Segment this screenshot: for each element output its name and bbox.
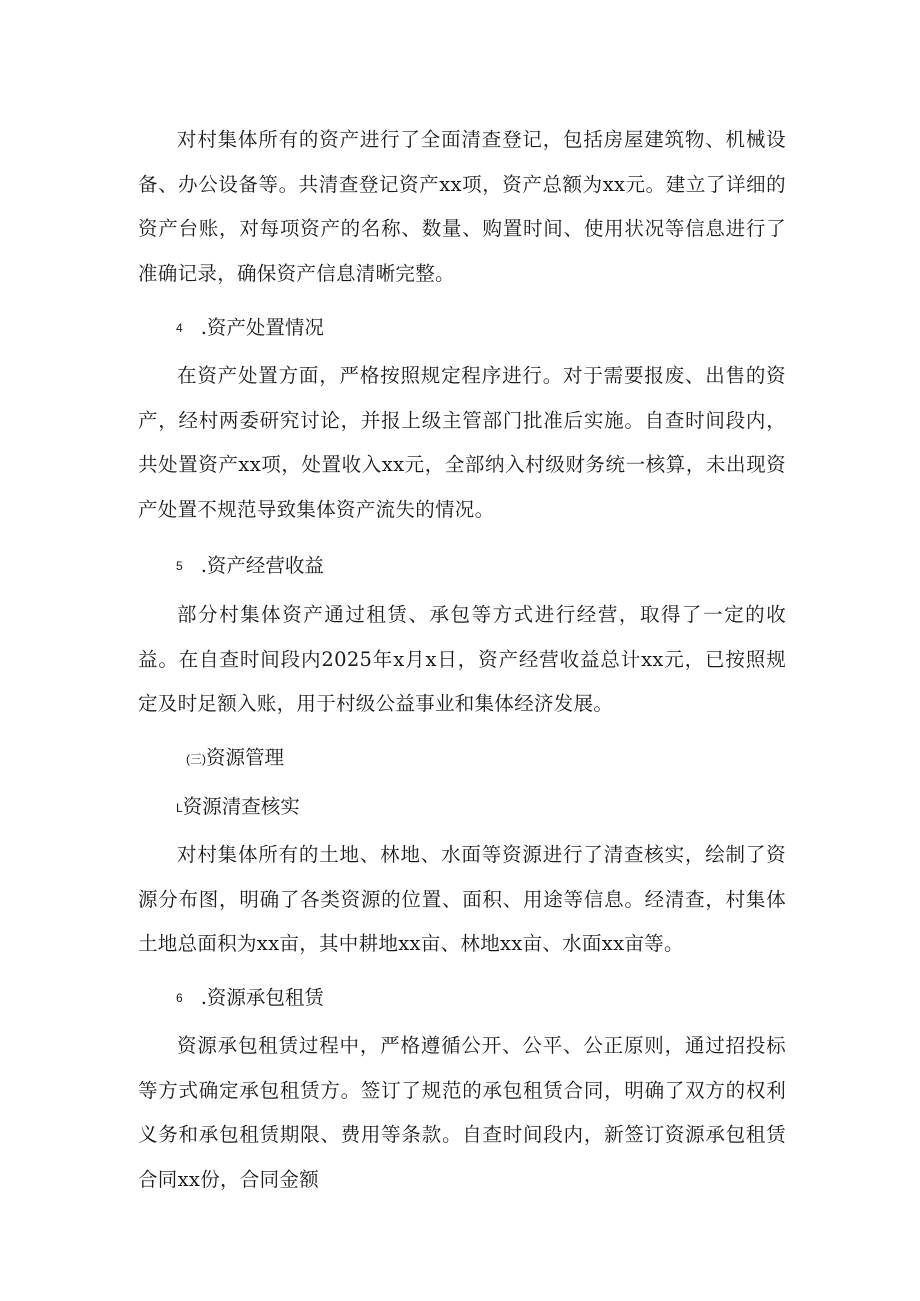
heading-number: 5	[176, 559, 183, 573]
heading-prefix: L	[176, 801, 183, 815]
heading-text: .资产处置情况	[200, 316, 324, 339]
heading-text: 资源管理	[206, 746, 285, 769]
paragraph-resource-leasing: 资源承包租赁过程中，严格遵循公开、公平、公正原则，通过招投标等方式确定承包租赁方。签订了规范的承包租赁合同，明确了双方的权利义务和承包租赁期限、费用等条款。自查时间段内，新签订资源承包租赁合同xx份，合同金额	[138, 1034, 786, 1192]
heading-resource-leasing	[176, 986, 324, 1010]
heading-text: .资产经营收益	[200, 554, 324, 577]
paragraph-asset-disposal: 在资产处置方面，严格按照规定程序进行。对于需要报废、出售的资产，经村两委研究讨论，并报上级主管部门批准后实施。自查时间段内，共处置资产xx项，处置收入xx元，全部纳入村级财务统一核算，未出现资产处置不规范导致集体资产流失的情况。	[138, 364, 786, 522]
heading-number: 4	[176, 321, 183, 335]
heading-text: .资源承包租赁	[200, 986, 324, 1009]
heading-prefix: (三)	[186, 752, 206, 766]
heading-asset-operation-income	[176, 554, 324, 578]
heading-asset-disposal	[176, 316, 324, 340]
heading-resource-management	[186, 746, 284, 771]
paragraph-asset-registration: 对村集体所有的资产进行了全面清查登记，包括房屋建筑物、机械设备、办公设备等。共清查登记资产xx项，资产总额为xx元。建立了详细的资产台账，对每项资产的名称、数量、购置时间、使用状况等信息进行了准确记录，确保资产信息清晰完整。	[138, 128, 786, 286]
heading-number: 6	[176, 991, 183, 1005]
heading-text: 资源清查核实	[182, 795, 300, 818]
heading-resource-verification	[176, 795, 300, 820]
paragraph-resource-verification: 对村集体所有的土地、林地、水面等资源进行了清查核实，绘制了资源分布图，明确了各类资源的位置、面积、用途等信息。经清查，村集体土地总面积为xx亩，其中耕地xx亩、林地xx亩、水面xx亩等。	[138, 843, 786, 956]
paragraph-asset-operation-income: 部分村集体资产通过租赁、承包等方式进行经营，取得了一定的收益。在自查时间段内2025年x月x日，资产经营收益总计xx元，已按照规定及时足额入账，用于村级公益事业和集体经济发展。	[138, 603, 786, 716]
